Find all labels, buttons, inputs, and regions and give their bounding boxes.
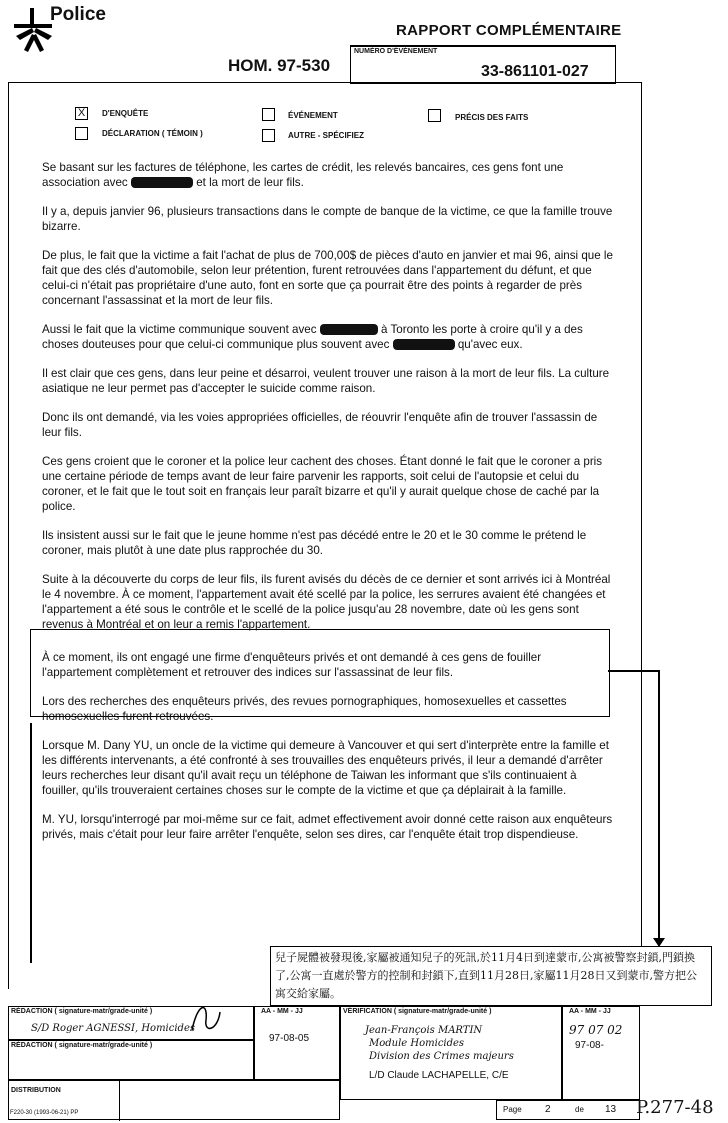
- report-body: [42, 160, 614, 856]
- paragraph-12: Lorsque M. Dany YU, un oncle de la victime qui demeure à Vancouver et qui sert d'interprète entre la famille et les différents intervenants, a été confronté à ses trouvailles des enquêteurs privés, il leur a demandé d'arrêter leurs recherches leur disant qu'il avait reçu un téléphone de Taiwan les informant que s'ils continuaient à fouiller, qu'ils trouveraient certaines choses sur le compte de la victime et que ça déplairait à la famille.: [42, 739, 609, 797]
- page-number: 2: [545, 1104, 551, 1115]
- event-number-box: [350, 45, 616, 84]
- distribution-cell: DISTRIBUTION: [8, 1080, 340, 1120]
- chinese-annotation: 兒子屍體被發現後,家屬被通知兒子的死訊,於11月4日到達蒙市,公寓被警察封鎖,門鎖換了,公寓一直處於警方的控制和封鎖下,直到11月28日,家屬11月28日又到蒙市,警方把公寓交給家屬。: [270, 946, 712, 1006]
- report-title: RAPPORT COMPLÉMENTAIRE: [396, 22, 622, 39]
- checkbox-label-enquete: D'ENQUÊTE: [102, 109, 149, 118]
- signature-grid: [8, 988, 640, 1118]
- checkbox-label-autre: AUTRE - SPÉCIFIEZ: [288, 131, 365, 140]
- verifier-name: Jean-François MARTIN: [365, 1025, 483, 1036]
- page-reference: P.277-48: [636, 1097, 714, 1118]
- verifier-date-handwritten: 97 07 02: [569, 1023, 623, 1037]
- checkbox-evenement[interactable]: [262, 108, 275, 121]
- checkbox-precis[interactable]: [428, 109, 441, 122]
- verifier-unit: Module Homicides: [369, 1038, 465, 1049]
- page-of: de: [575, 1105, 584, 1114]
- redaction-cell-2: RÉDACTION ( signature-matr/grade-unité ): [8, 1040, 254, 1080]
- verification-cell: VÉRIFICATION ( signature-matr/grade-unité ) Jean-François MARTIN Module Homicides Division des Crimes majeurs L/D Claude LACHAPELLE, C/E: [340, 1006, 562, 1100]
- paragraph-11: Lors des recherches des enquêteurs privés, des revues pornographiques, homosexuelles et cassettes homosexuelles furent retrouvées.: [42, 695, 567, 723]
- cell-divider: [119, 1081, 120, 1121]
- verifier-division: Division des Crimes majeurs: [369, 1051, 514, 1062]
- date-cell: AA - MM - JJ 97-08-05: [254, 1006, 340, 1080]
- verification-date-cell: AA - MM - JJ 97 07 02 97-08-: [562, 1006, 640, 1100]
- page-total: 13: [605, 1104, 617, 1115]
- paragraph-9: Suite à la découverte du corps de leur fils, ils furent avisés du décès de ce dernier et sont arrivés ici à Montréal le 4 novembre. À ce moment, l'appartement avait été scellé par la police, les serrures avaient été changées et l'appartement a été sous le contrôle et le scellé de la police jusqu'au 28 novembre, date où les gens sont revenus à Montréal et on leur a remis l'appartement.: [42, 573, 611, 631]
- paragraph-1: Se basant sur les factures de téléphone, les cartes de crédit, les relevés bancaires, ces gens font une association avec et la mort de leur fils.: [42, 161, 564, 189]
- paragraph-3: De plus, le fait que la victime a fait l'achat de plus de 700,00$ de pièces d'auto en janvier et mai 96, ainsi que le fait que des clés d'automobile, selon leur prétention, furent retrouvées dans l'appartement du défunt, et que celui-ci n'était pas propriétaire d'une auto, font en sorte que ça pourrait être des points à regarder de près concernant l'assassinat et la mort de leur fils.: [42, 249, 613, 307]
- redaction-mark: [320, 324, 378, 335]
- checkbox-label-evenement: ÉVÉNEMENT: [288, 111, 338, 120]
- org-name: Police: [50, 4, 106, 25]
- form-code: F220-30 (1993-06-21) PP: [10, 1110, 79, 1116]
- annotation-arrow-line: [658, 670, 660, 946]
- event-number-label: NUMÉRO D'ÉVÉNEMENT: [354, 48, 438, 55]
- redaction-cell-1: RÉDACTION ( signature-matr/grade-unité ) S/D Roger AGNESSI, Homicides: [8, 1006, 254, 1040]
- redaction-date: 97-08-05: [269, 1033, 310, 1044]
- margin-bar: [30, 723, 32, 963]
- event-number: 33-861101-027: [481, 63, 589, 80]
- redaction-mark: [131, 177, 193, 188]
- file-number: HOM. 97-530: [228, 56, 331, 75]
- checkbox-autre[interactable]: [262, 129, 275, 142]
- paragraph-4: Aussi le fait que la victime communique souvent avec à Toronto les porte à croire qu'il y a des choses douteuses pour que celui-ci communique plus souvent avec qu'avec eux.: [42, 323, 583, 351]
- redactor-name: S/D Roger AGNESSI, Homicides: [31, 1023, 196, 1034]
- annotation-arrow-line: [608, 670, 660, 672]
- paragraph-8: Ils insistent aussi sur le fait que le jeune homme n'est pas décédé entre le 20 et le 30 comme le prétend le coroner, mais plutôt à une date plus rapprochée du 30.: [42, 529, 587, 557]
- checkbox-label-precis: PRÉCIS DES FAITS: [455, 113, 529, 122]
- verifier-date: 97-08-: [575, 1040, 604, 1051]
- paragraph-2: Il y a, depuis janvier 96, plusieurs transactions dans le compte de banque de la victime, ce que la famille trouve bizarre.: [42, 205, 613, 233]
- paragraph-7: Ces gens croient que le coroner et la police leur cachent des choses. Étant donné le fait que le coroner a pris une certaine période de temps avant de leur faire parvenir les rapports, soit celui de l'autopsie et celui du coroner, et le fait que le tout soit en français leur paraît bizarre et qu'il y aurait quelque chose de caché par la police.: [42, 455, 603, 513]
- checkbox-label-declaration: DÉCLARATION ( TÉMOIN ): [102, 129, 203, 138]
- signature-scribble-icon: [188, 1000, 224, 1036]
- paragraph-10: À ce moment, ils ont engagé une firme d'enquêteurs privés et ont demandé à ces gens de fouiller l'appartement complètement et retrouver des indices sur l'assassinat de leur fils.: [42, 651, 542, 679]
- checkbox-enquete[interactable]: X: [75, 107, 88, 120]
- page-cell: [496, 1100, 640, 1120]
- checkbox-declaration[interactable]: [75, 127, 88, 140]
- paragraph-6: Donc ils ont demandé, via les voies appropriées officielles, de réouvrir l'enquête afin de trouver l'assassin de leur fils.: [42, 411, 598, 439]
- page-label: Page: [503, 1105, 522, 1114]
- verifier-signoff: L/D Claude LACHAPELLE, C/E: [369, 1070, 509, 1081]
- paragraph-13: M. YU, lorsqu'interrogé par moi-même sur ce fait, admet effectivement avoir donné cette raison aux enquêteurs privés, mais c'était pour leur faire arrêter l'enquête, selon ses dires, car l'enquête était trop dispendieuse.: [42, 813, 613, 841]
- redaction-mark: [393, 339, 455, 350]
- paragraph-5: Il est clair que ces gens, dans leur peine et désarroi, veulent trouver une raison à la mort de leur fils. La culture asiatique ne leur permet pas d'accepter le suicide comme raison.: [42, 367, 610, 395]
